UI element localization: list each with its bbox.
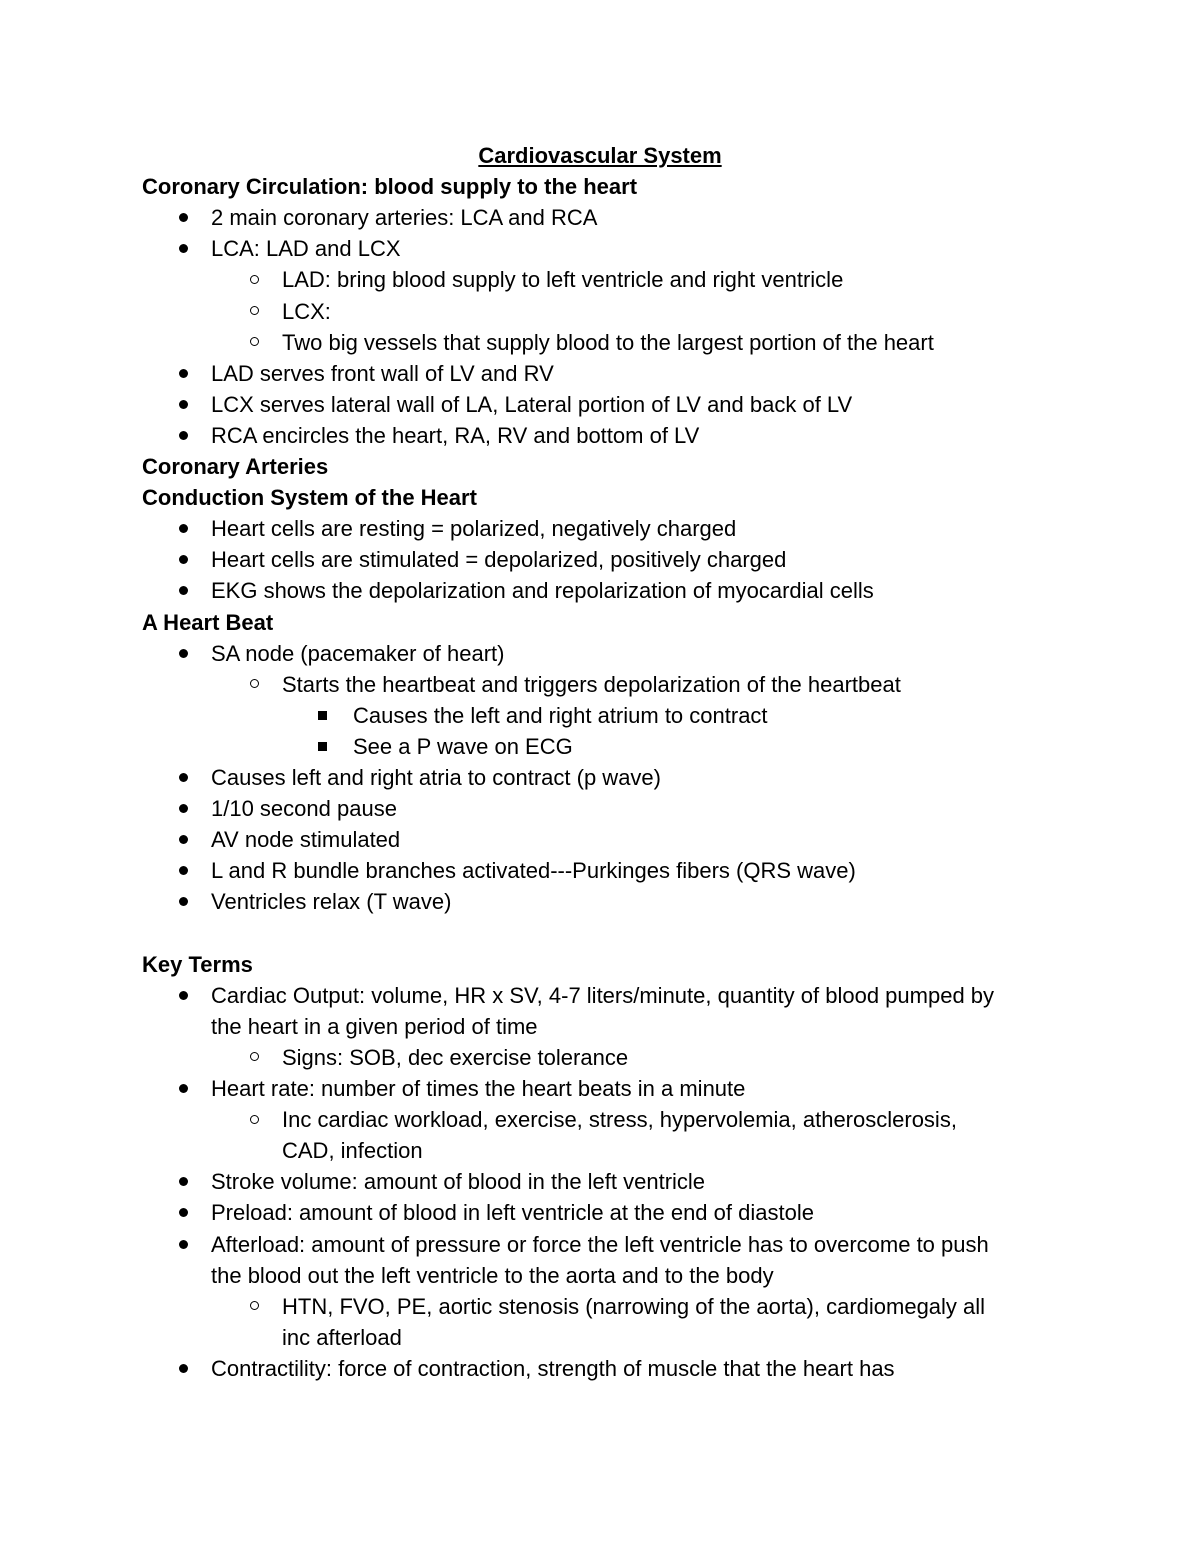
list-item-text: Stroke volume: amount of blood in the left ventricle — [211, 1169, 706, 1195]
list-item-text: Preload: amount of blood in left ventricle at the end of diastole — [211, 1200, 814, 1226]
bullet-disc-icon — [179, 773, 188, 782]
bullet-disc-icon — [179, 431, 188, 440]
bullet-disc-icon — [179, 1364, 188, 1373]
bullet-disc-icon — [179, 586, 188, 595]
bullet-square-icon — [318, 711, 327, 720]
list-item-text: Cardiac Output: volume, HR x SV, 4-7 liters/minute, quantity of blood pumped by — [211, 982, 995, 1008]
list-item-text: LAD serves front wall of LV and RV — [211, 360, 554, 386]
list-item-text: Afterload: amount of pressure or force the left ventricle has to overcome to push — [211, 1231, 989, 1257]
bullet-circle-icon — [250, 1052, 259, 1061]
list-item-text: LCX serves lateral wall of LA, Lateral portion of LV and back of LV — [211, 391, 853, 417]
list-item-text: Heart cells are stimulated = depolarized, positively charged — [211, 547, 787, 573]
bullet-disc-icon — [179, 835, 188, 844]
bullet-disc-icon — [179, 244, 188, 253]
list-item-text: Heart cells are resting = polarized, negatively charged — [211, 516, 737, 542]
bullet-disc-icon — [179, 213, 188, 222]
list-item-text: LCX: — [282, 298, 331, 324]
bullet-disc-icon — [179, 555, 188, 564]
bullet-circle-icon — [250, 275, 259, 284]
list-item-text: LCA: LAD and LCX — [211, 236, 401, 262]
bullet-square-icon — [318, 742, 327, 751]
list-item-text: Signs: SOB, dec exercise tolerance — [282, 1044, 629, 1070]
section-heading: Key Terms — [142, 951, 253, 977]
list-item-text: Starts the heartbeat and triggers depolarization of the heartbeat — [282, 671, 901, 697]
bullet-disc-icon — [179, 866, 188, 875]
list-item-text: the heart in a given period of time — [211, 1013, 538, 1039]
bullet-disc-icon — [179, 1208, 188, 1217]
section-heading: Coronary Circulation: blood supply to the heart — [142, 174, 638, 200]
bullet-disc-icon — [179, 1084, 188, 1093]
bullet-disc-icon — [179, 897, 188, 906]
bullet-circle-icon — [250, 337, 259, 346]
bullet-circle-icon — [250, 306, 259, 315]
list-item-text: 1/10 second pause — [211, 796, 397, 822]
bullet-circle-icon — [250, 1115, 259, 1124]
list-item-text: SA node (pacemaker of heart) — [211, 640, 505, 666]
bullet-disc-icon — [179, 524, 188, 533]
bullet-circle-icon — [250, 679, 259, 688]
bullet-disc-icon — [179, 369, 188, 378]
bullet-disc-icon — [179, 1177, 188, 1186]
list-item-text: CAD, infection — [282, 1138, 423, 1164]
list-item-text: the blood out the left ventricle to the aorta and to the body — [211, 1262, 774, 1288]
list-item-text: EKG shows the depolarization and repolarization of myocardial cells — [211, 578, 874, 604]
bullet-disc-icon — [179, 991, 188, 1000]
list-item-text: AV node stimulated — [211, 827, 401, 853]
section-heading: A Heart Beat — [142, 609, 274, 635]
list-item-text: inc afterload — [282, 1324, 402, 1350]
list-item-text: Two big vessels that supply blood to the largest portion of the heart — [282, 329, 934, 355]
list-item-text: Causes left and right atria to contract (p wave) — [211, 765, 661, 790]
list-item-text: Ventricles relax (T wave) — [211, 889, 452, 915]
list-item-text: L and R bundle branches activated---Purkinges fibers (QRS wave) — [211, 858, 856, 884]
bullet-circle-icon — [250, 1301, 259, 1310]
list-item-text: 2 main coronary arteries: LCA and RCA — [211, 205, 598, 231]
list-item-text: Causes the left and right atrium to contract — [353, 702, 768, 728]
section-heading: Coronary Arteries — [142, 454, 329, 479]
bullet-disc-icon — [179, 804, 188, 813]
section-heading: Conduction System of the Heart — [142, 485, 477, 511]
bullet-disc-icon — [179, 400, 188, 409]
list-item-text: Inc cardiac workload, exercise, stress, hypervolemia, atherosclerosis, — [282, 1107, 957, 1133]
list-item-text: RCA encircles the heart, RA, RV and bottom of LV — [211, 422, 700, 448]
bullet-disc-icon — [179, 649, 188, 658]
bullet-disc-icon — [179, 1240, 188, 1249]
list-item-text: See a P wave on ECG — [353, 733, 573, 759]
page-title: Cardiovascular System — [478, 143, 722, 168]
list-item-text: HTN, FVO, PE, aortic stenosis (narrowing of the aorta), cardiomegaly all — [282, 1293, 986, 1319]
list-item-text: LAD: bring blood supply to left ventricle and right ventricle — [282, 267, 844, 293]
list-item-text: Heart rate: number of times the heart beats in a minute — [211, 1076, 746, 1101]
list-item-text: Contractility: force of contraction, strength of muscle that the heart has — [211, 1355, 895, 1381]
